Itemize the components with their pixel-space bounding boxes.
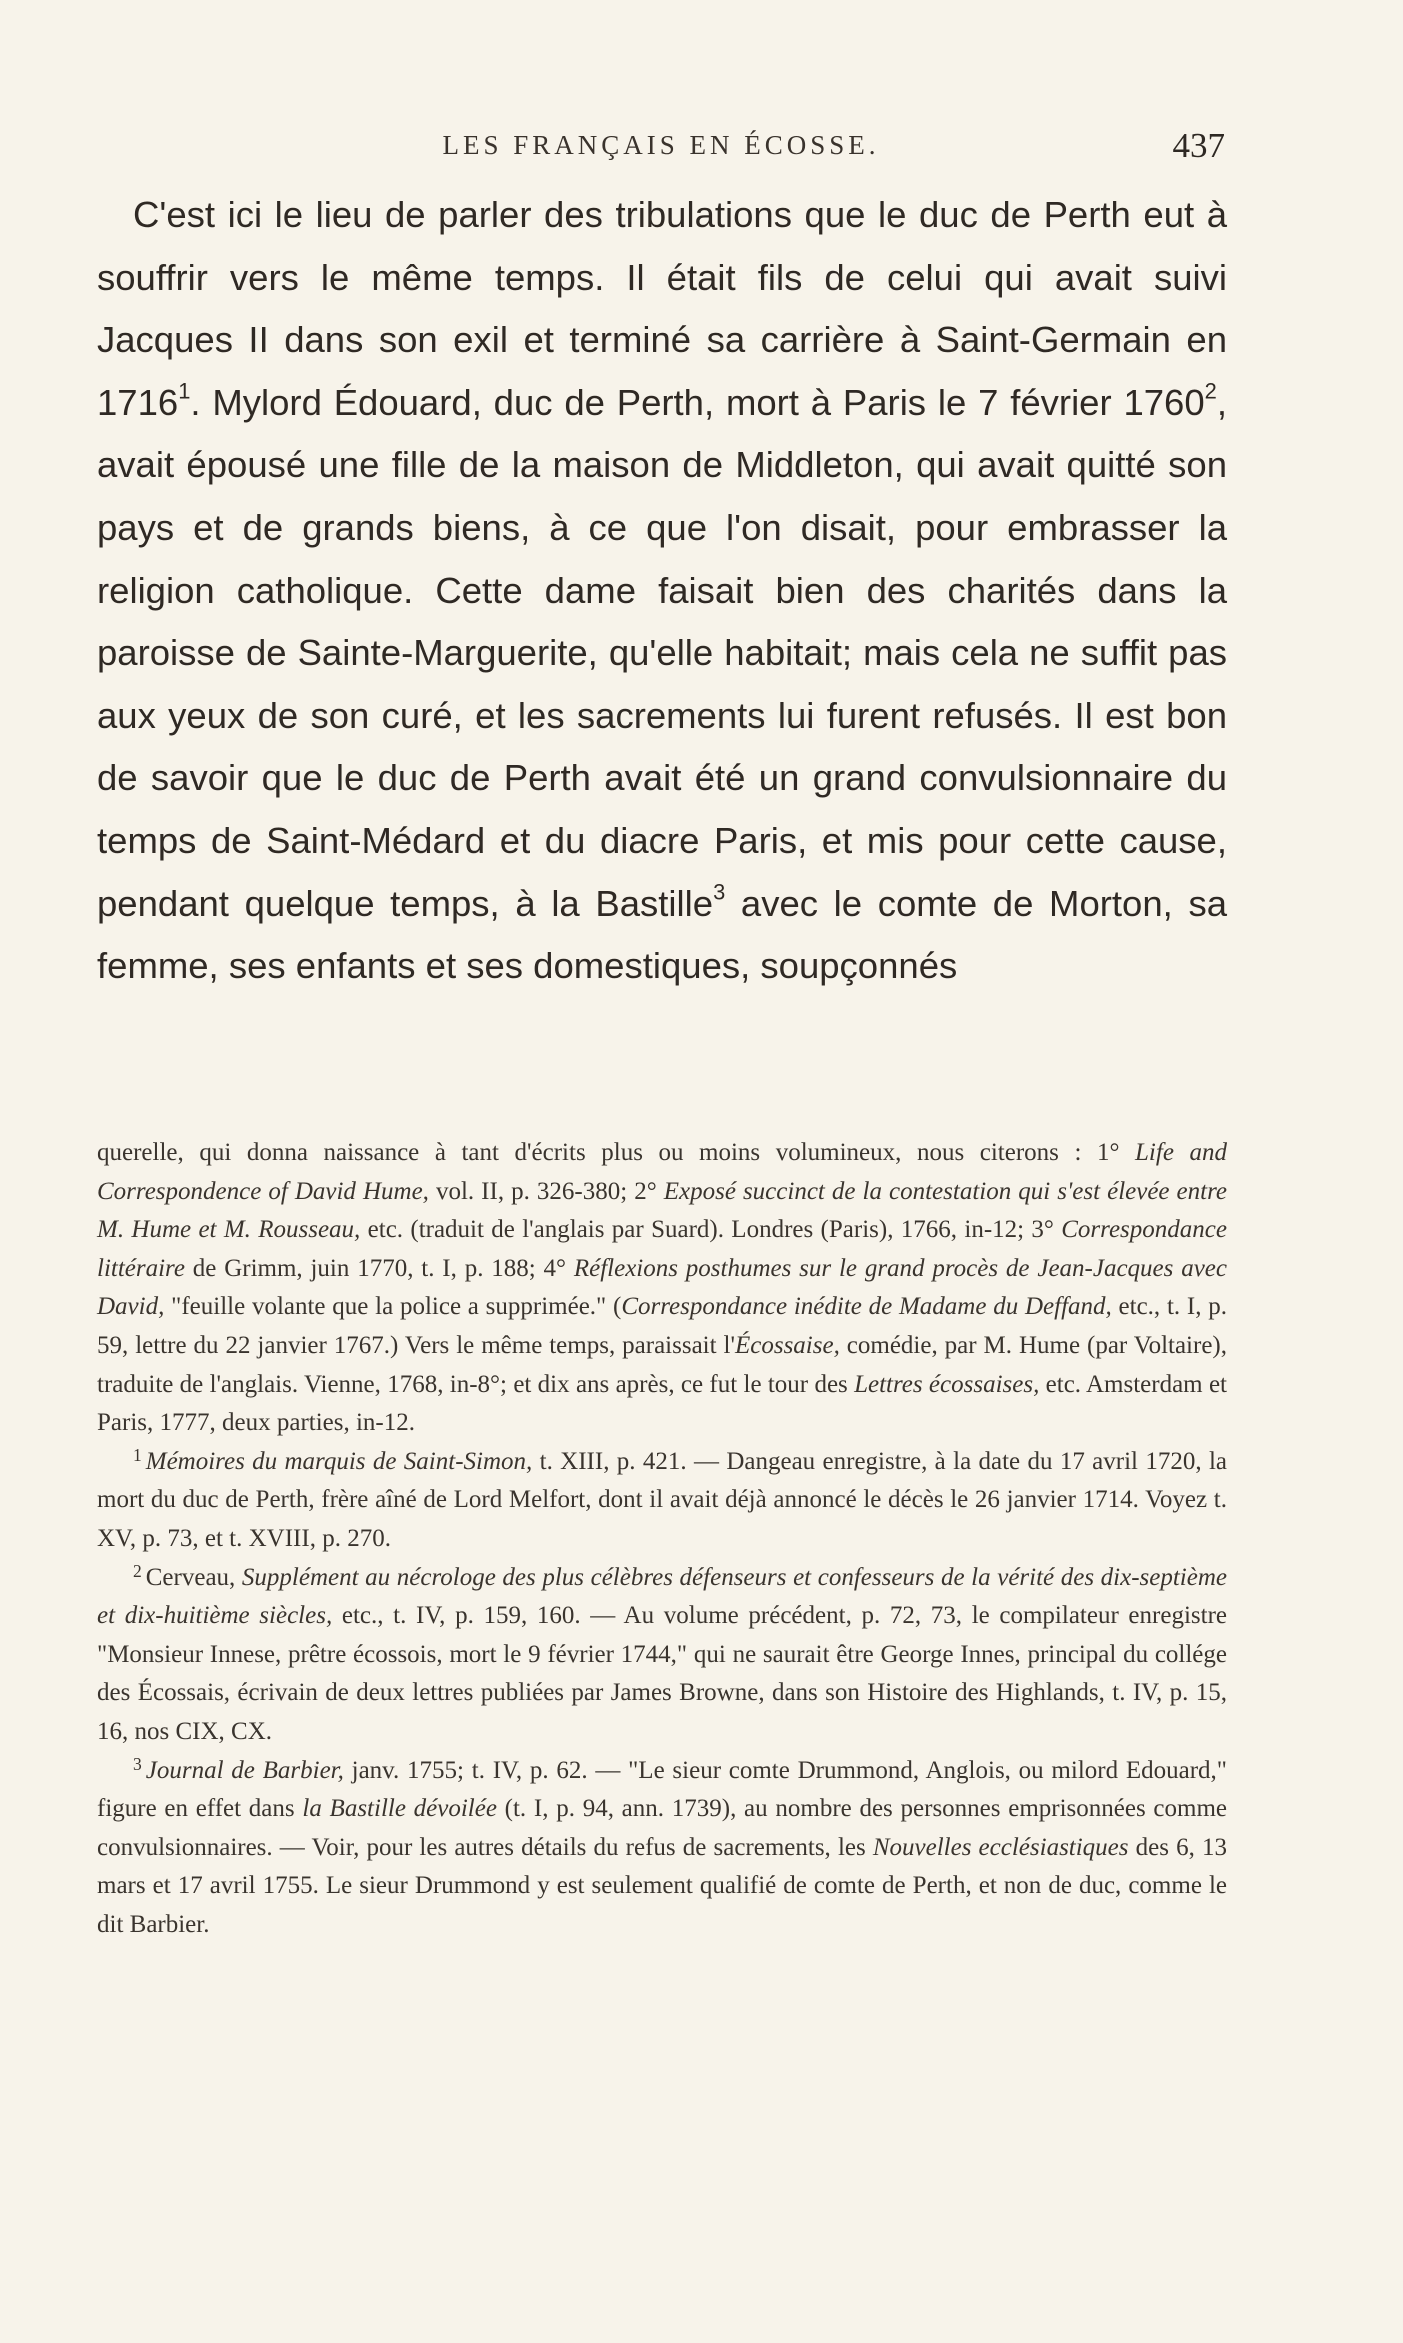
footnote-title: Journal de Barbier, [145,1756,344,1784]
page-number: 437 [1172,126,1225,165]
footnote-text: comédie, par M. Hume (par Voltaire), traduite de l'anglais. Vienne, 1768, in-8°; et dix ans après, ce fut le tour des [97,1331,1228,1398]
body-text: . Mylord Édouard, duc de Perth, mort à Paris le 7 février 1760 [190,381,1205,423]
footnote-title: Supplément au nécrologe des plus célèbres défenseurs et confesseurs de la vérité des dix-septième et dix-huitième siècles, [97,1563,1227,1630]
body-paragraph [97,184,1227,998]
footnote-text: etc. (traduit de l'anglais par Suard). Londres (Paris), 1766, in-12; 3° [360,1216,1062,1244]
footnote-title: Réflexions posthumes sur le grand procès de Jean-Jacques avec David, [97,1254,1227,1321]
footnote-title: Exposé succinct de la contestation qui s'est élevée entre M. Hume et M. Rousseau, [97,1177,1227,1244]
footnote-title: Correspondance inédite de Madame du Deffand, [621,1293,1112,1321]
footnote-title: Mémoires du marquis de Saint-Simon, [145,1447,533,1475]
footnote-text: etc. Amsterdam et Paris, 1777, deux parties, in-12. [97,1370,1227,1437]
footnote-text: des 6, 13 mars et 17 avril 1755. Le sieur Drummond y est seulement qualifié de comte de Perth, et non de duc, comme le dit Barbier. [97,1833,1227,1938]
footnote-title: Life and Correspondence of David Hume, [97,1139,1227,1205]
footnote-text: vol. II, p. 326-380; 2° [428,1177,664,1205]
footnote-text: janv. 1755; t. IV, p. 62. — "Le sieur comte Drummond, Anglois, ou milord Edouard," figure en effet dans [97,1756,1227,1823]
footnote-ref: 2 [1204,378,1217,404]
body-text: avec le comte de Morton, sa femme, ses enfants et ses domestiques, soupçonnés [97,882,1227,987]
footnote-3 [97,1752,1227,1945]
footnote-text: de Grimm, juin 1770, t. I, p. 188; 4° [184,1254,574,1282]
footnote-continuation [97,1134,1227,1443]
body-text: , avait épousé une fille de la maison de Middleton, qui avait quitté son pays et de grands biens, à ce que l'on disait, pour embrasser la religion catholique. Cette dame faisait bien des charités dans la paroisse de Sainte-Marguerite, qu'elle habitait; mais cela ne suffit pas aux yeux de son curé, et les sacrements lui furent refusés. Il est bon de savoir que le duc de Perth avait été un grand convulsionnaire du temps de Saint-Médard et du diacre Paris, et mis pour cette cause, pendant quelque temps, à la Bastille [97,381,1227,924]
running-head [97,126,1225,166]
body-text: C'est ici le lieu de parler des tribulations que le duc de Perth eut à souffrir vers le même temps. Il était fils de celui qui avait suivi Jacques II dans son exil et terminé sa carrière à Saint-Germain en 1716 [97,194,1227,423]
footnote-title: Correspondance littéraire [97,1216,1227,1282]
main-text [97,184,1227,998]
footnote-text: etc., t. IV, p. 159, 160. — Au volume précédent, p. 72, 73, le compilateur enregistre "Monsieur Innese, prêtre écossois, mort le 9 février 1744," qui ne saurait être George Innes, principal du collége des Écossais, écrivain de deux lettres publiées par James Browne, dans son Histoire des Highlands, t. IV, p. 15, 16, nos CIX, CX. [97,1602,1227,1745]
footnote-text: "feuille volante que la police a supprimée." ( [164,1293,622,1321]
running-title: LES FRANÇAIS EN ÉCOSSE. [442,130,880,160]
footnote-text: etc., t. I, p. 59, lettre du 22 janvier 1767.) Vers le même temps, paraissait l' [97,1293,1227,1359]
footnote-marker: 2 [133,1560,142,1581]
footnote-title: Nouvelles ecclésiastiques [872,1833,1129,1861]
footnote-text: Cerveau, [145,1563,242,1591]
footnote-marker: 3 [133,1753,142,1774]
footnote-1 [97,1443,1227,1559]
footnote-marker: 1 [133,1444,142,1465]
footnote-text: querelle, qui donna naissance à tant d'écrits plus ou moins volumineux, nous citerons : 1° [97,1139,1136,1166]
footnote-title: Lettres écossaises, [854,1370,1040,1398]
footnote-text: t. XIII, p. 421. — Dangeau enregistre, à la date du 17 avril 1720, la mort du duc de Perth, frère aîné de Lord Melfort, dont il avait déjà annoncé le décès le 26 janvier 1714. Voyez t. XV, p. 73, et t. XVIII, p. 270. [97,1447,1227,1552]
footnote-2 [97,1559,1227,1752]
footnote-ref: 1 [178,378,191,404]
footnote-ref: 3 [713,879,726,905]
footnote-title: Écossaise, [734,1331,840,1359]
footnote-text: (t. I, p. 94, ann. 1739), au nombre des personnes emprisonnées comme convulsionnaires. — Voir, pour les autres détails du refus de sacrements, les [97,1795,1227,1861]
footnotes [97,1134,1227,1944]
footnote-title: la Bastille dévoilée [302,1795,497,1823]
